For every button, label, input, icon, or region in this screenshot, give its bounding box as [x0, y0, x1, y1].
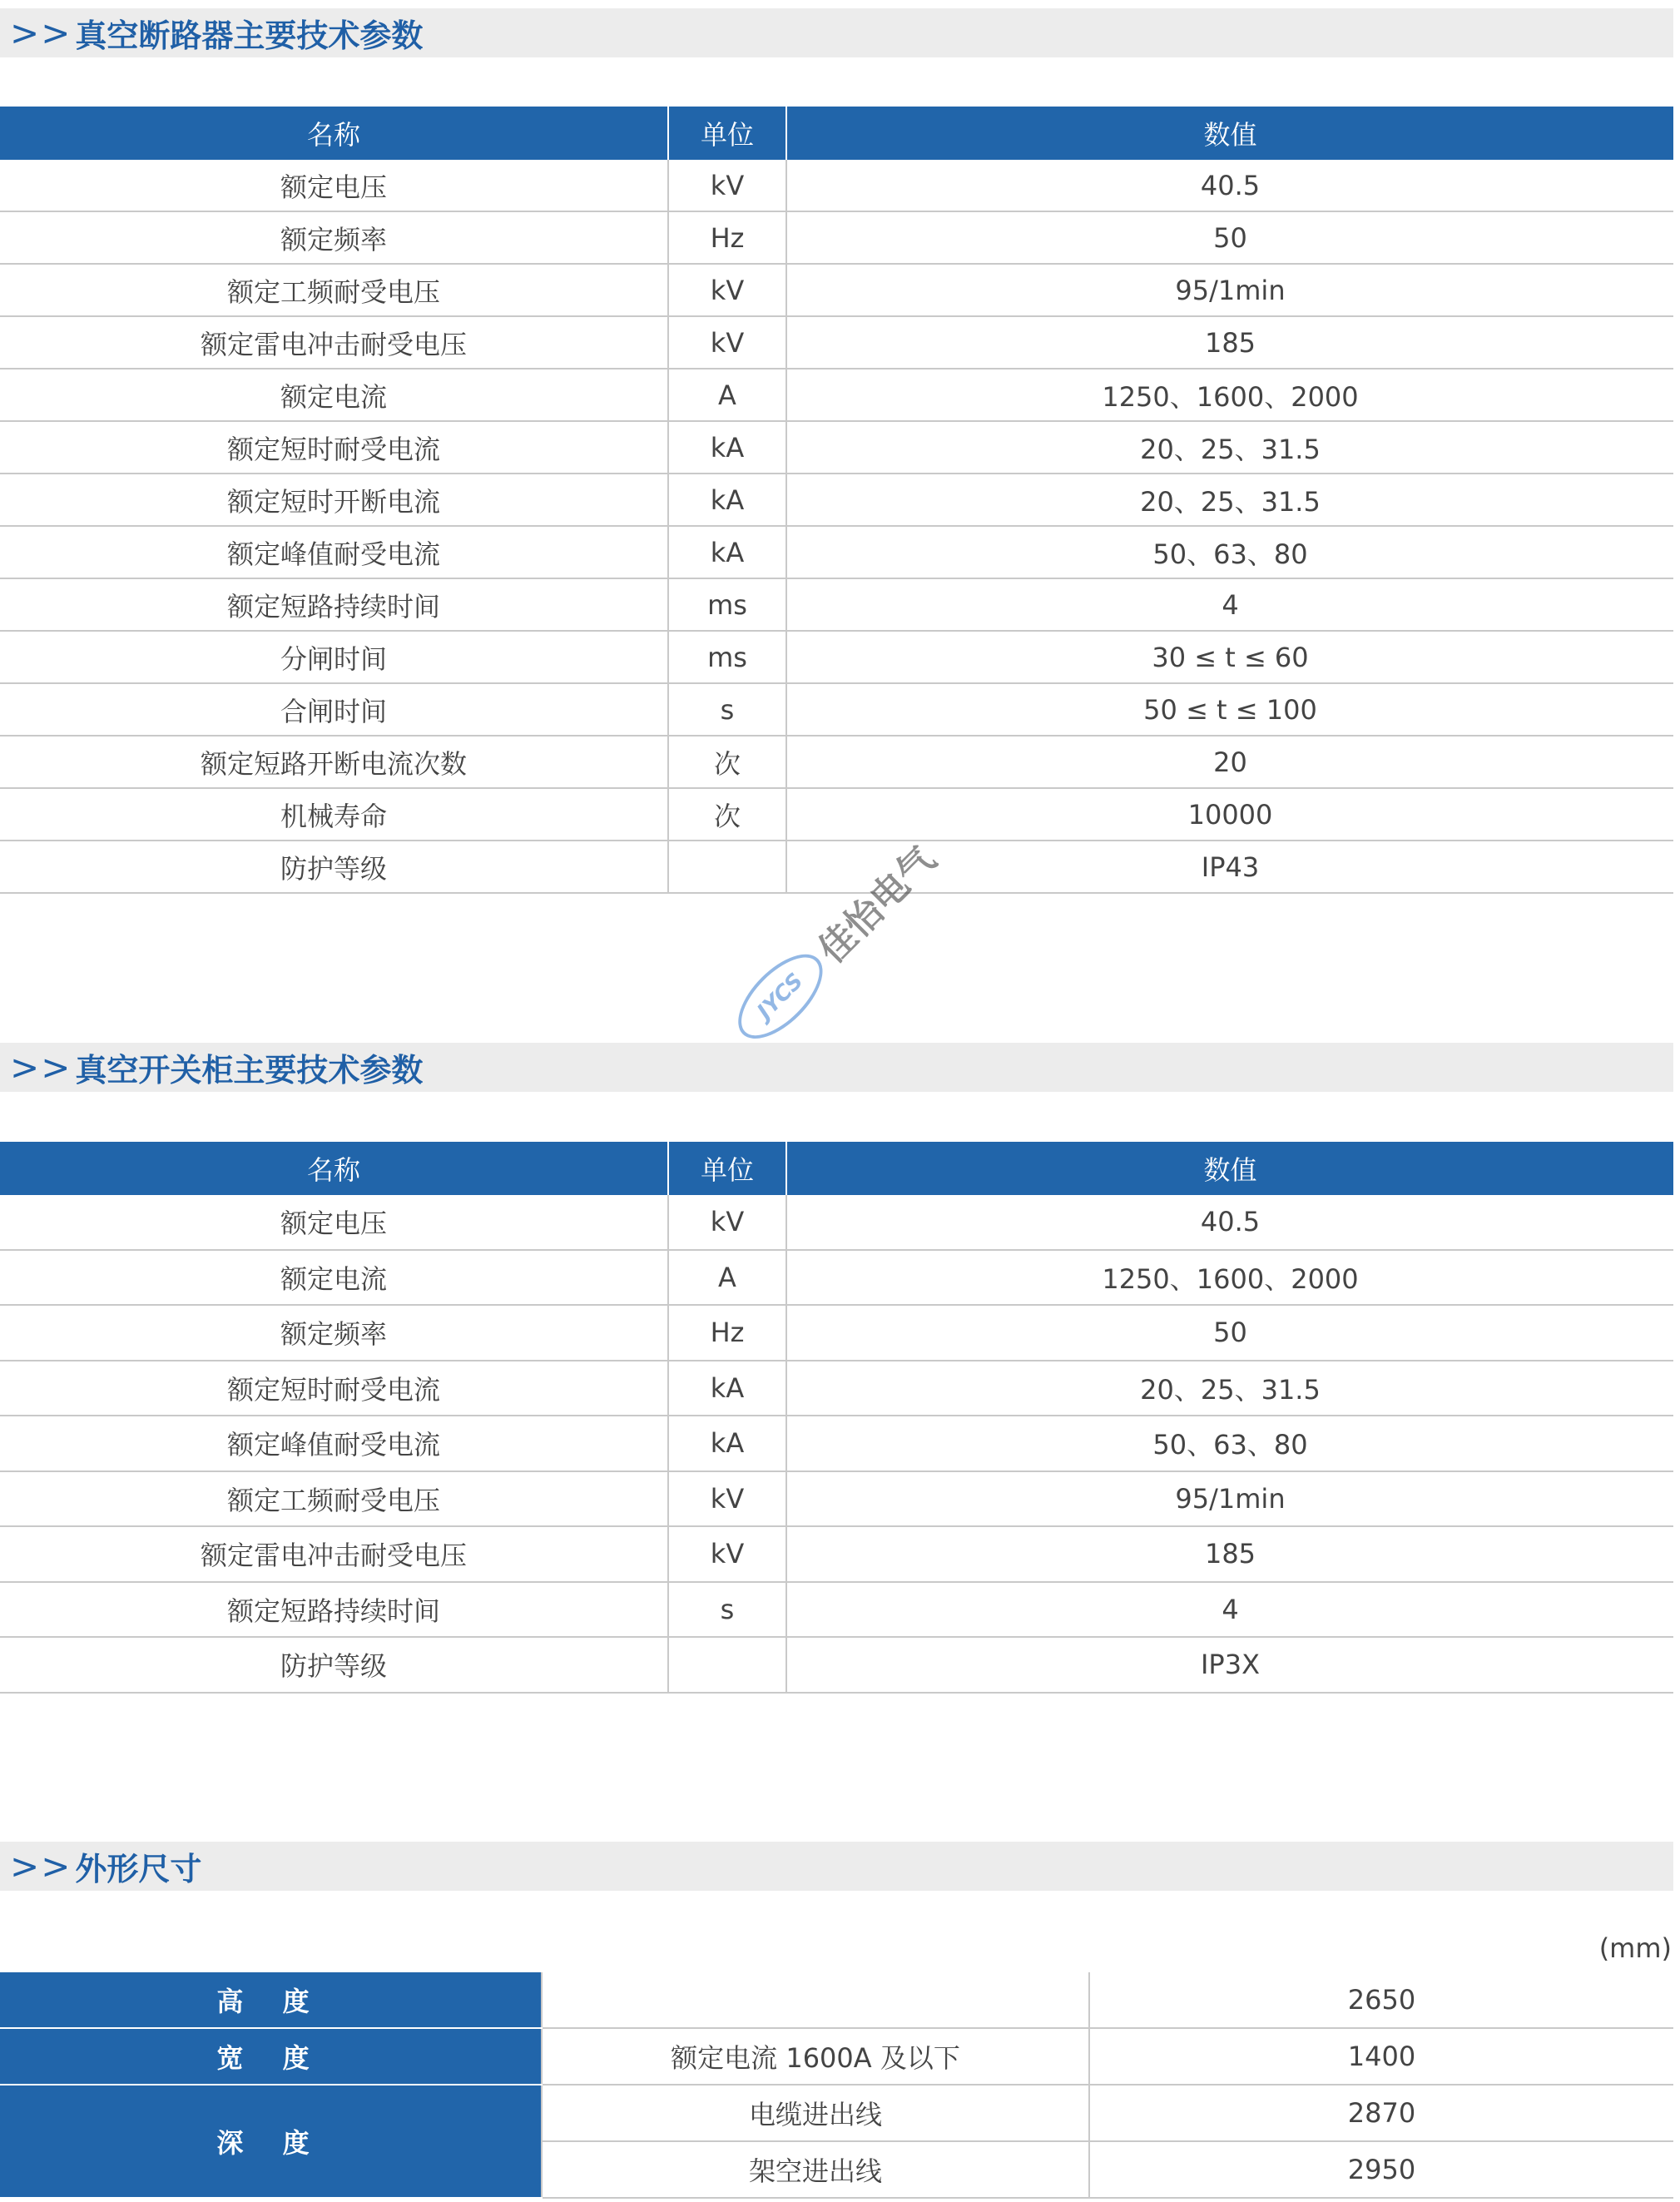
param-unit: kV: [668, 264, 786, 316]
param-unit: kV: [668, 1471, 786, 1527]
param-unit: kV: [668, 160, 786, 211]
param-unit: kA: [668, 421, 786, 474]
param-unit: Hz: [668, 211, 786, 264]
param-unit: [668, 1637, 786, 1693]
param-name: 防护等级: [0, 841, 668, 893]
table-header-row: [0, 107, 1673, 160]
param-name: 额定雷电冲击耐受电压: [0, 316, 668, 369]
param-name: 额定短时耐受电流: [0, 421, 668, 474]
dimension-condition: [542, 1972, 1089, 2028]
table-row: [0, 421, 1673, 474]
dimension-label: 高 度: [0, 1972, 542, 2028]
param-value: 10000: [786, 788, 1673, 841]
table-header-row: [0, 1142, 1673, 1195]
param-name: 额定频率: [0, 1305, 668, 1361]
header-value: 数值: [786, 1142, 1673, 1195]
section-header-breaker: [0, 8, 1673, 57]
breaker-spec-table: [0, 107, 1673, 894]
dimension-value: 2950: [1089, 2141, 1673, 2198]
dimension-value: 2650: [1089, 1972, 1673, 2028]
table-row: [0, 631, 1673, 683]
param-unit: kA: [668, 474, 786, 526]
param-value: 95/1min: [786, 1471, 1673, 1527]
param-value: 20、25、31.5: [786, 1361, 1673, 1416]
dimension-condition: 额定电流 1600A 及以下: [542, 2028, 1089, 2085]
param-unit: kV: [668, 1526, 786, 1582]
param-value: 185: [786, 1526, 1673, 1582]
table-row: [0, 1471, 1673, 1527]
param-value: 50、63、80: [786, 1416, 1673, 1471]
header-name: 名称: [0, 107, 668, 160]
param-name: 额定频率: [0, 211, 668, 264]
table-row: [0, 160, 1673, 211]
dimension-value: 2870: [1089, 2085, 1673, 2141]
switchgear-spec-table: [0, 1142, 1673, 1694]
header-unit: 单位: [668, 1142, 786, 1195]
company-logo-icon: JYCS: [724, 940, 837, 1053]
dimension-row-height: [0, 1972, 1673, 2028]
table-row: [0, 1582, 1673, 1638]
param-name: 额定峰值耐受电流: [0, 526, 668, 578]
param-unit: kA: [668, 1416, 786, 1471]
table-row: [0, 1526, 1673, 1582]
table-row: [0, 736, 1673, 788]
param-value: 30 ≤ t ≤ 60: [786, 631, 1673, 683]
param-value: 50: [786, 1305, 1673, 1361]
param-unit: Hz: [668, 1305, 786, 1361]
param-unit: s: [668, 683, 786, 736]
dimension-row-depth-cable: [0, 2085, 1673, 2141]
table-row: [0, 1416, 1673, 1471]
table-row: [0, 211, 1673, 264]
table-row: [0, 841, 1673, 893]
param-value: 50、63、80: [786, 526, 1673, 578]
param-value: 50: [786, 211, 1673, 264]
param-name: 额定工频耐受电压: [0, 264, 668, 316]
param-name: 额定短路持续时间: [0, 1582, 668, 1638]
dimension-label: 宽 度: [0, 2028, 542, 2085]
param-name: 分闸时间: [0, 631, 668, 683]
param-unit: kV: [668, 316, 786, 369]
param-unit: A: [668, 369, 786, 421]
param-name: 额定电流: [0, 369, 668, 421]
section-prefix: >>: [10, 1846, 72, 1887]
header-name: 名称: [0, 1142, 668, 1195]
dimension-row-width: [0, 2028, 1673, 2085]
dimension-condition: 电缆进出线: [542, 2085, 1089, 2141]
table-row: [0, 1195, 1673, 1250]
param-name: 额定短路开断电流次数: [0, 736, 668, 788]
param-value: 185: [786, 316, 1673, 369]
param-value: 1250、1600、2000: [786, 369, 1673, 421]
param-name: 额定峰值耐受电流: [0, 1416, 668, 1471]
table-row: [0, 683, 1673, 736]
param-name: 额定电压: [0, 1195, 668, 1250]
unit-note: (mm): [1598, 1932, 1672, 1964]
table-row: [0, 578, 1673, 631]
param-name: 额定短路持续时间: [0, 578, 668, 631]
section-title: 真空开关柜主要技术参数: [75, 1052, 424, 1089]
dimension-value: 1400: [1089, 2028, 1673, 2085]
header-unit: 单位: [668, 107, 786, 160]
param-name: 额定雷电冲击耐受电压: [0, 1526, 668, 1582]
param-value: 1250、1600、2000: [786, 1250, 1673, 1306]
section-prefix: >>: [10, 1047, 72, 1088]
header-value: 数值: [786, 107, 1673, 160]
param-value: 20: [786, 736, 1673, 788]
param-name: 防护等级: [0, 1637, 668, 1693]
section-header-switchgear: [0, 1043, 1673, 1092]
dimensions-table: [0, 1972, 1673, 2199]
watermark-company-name: 佳怡电气: [810, 838, 944, 972]
table-row: [0, 526, 1673, 578]
table-row: [0, 1361, 1673, 1416]
param-value: 20、25、31.5: [786, 421, 1673, 474]
section-header-dimensions: [0, 1842, 1673, 1891]
param-value: 4: [786, 578, 1673, 631]
param-unit: 次: [668, 788, 786, 841]
table-row: [0, 369, 1673, 421]
param-value: IP3X: [786, 1637, 1673, 1693]
param-name: 额定电压: [0, 160, 668, 211]
param-value: IP43: [786, 841, 1673, 893]
param-unit: [668, 841, 786, 893]
param-value: 40.5: [786, 160, 1673, 211]
dimension-label: 深 度: [0, 2085, 542, 2198]
param-unit: kA: [668, 1361, 786, 1416]
param-name: 额定短时耐受电流: [0, 1361, 668, 1416]
param-unit: 次: [668, 736, 786, 788]
param-unit: kA: [668, 526, 786, 578]
param-name: 合闸时间: [0, 683, 668, 736]
param-unit: ms: [668, 631, 786, 683]
section-title: 真空断路器主要技术参数: [75, 17, 424, 54]
table-row: [0, 474, 1673, 526]
param-unit: ms: [668, 578, 786, 631]
table-row: [0, 1637, 1673, 1693]
section-prefix: >>: [10, 12, 72, 53]
param-name: 机械寿命: [0, 788, 668, 841]
param-value: 4: [786, 1582, 1673, 1638]
param-unit: A: [668, 1250, 786, 1306]
table-row: [0, 1250, 1673, 1306]
param-unit: s: [668, 1582, 786, 1638]
param-value: 40.5: [786, 1195, 1673, 1250]
param-value: 50 ≤ t ≤ 100: [786, 683, 1673, 736]
table-row: [0, 264, 1673, 316]
table-row: [0, 788, 1673, 841]
param-value: 95/1min: [786, 264, 1673, 316]
table-row: [0, 316, 1673, 369]
table-row: [0, 1305, 1673, 1361]
param-value: 20、25、31.5: [786, 474, 1673, 526]
param-name: 额定工频耐受电压: [0, 1471, 668, 1527]
param-name: 额定短时开断电流: [0, 474, 668, 526]
param-unit: kV: [668, 1195, 786, 1250]
section-title: 外形尺寸: [75, 1851, 202, 1887]
param-name: 额定电流: [0, 1250, 668, 1306]
dimension-condition: 架空进出线: [542, 2141, 1089, 2198]
